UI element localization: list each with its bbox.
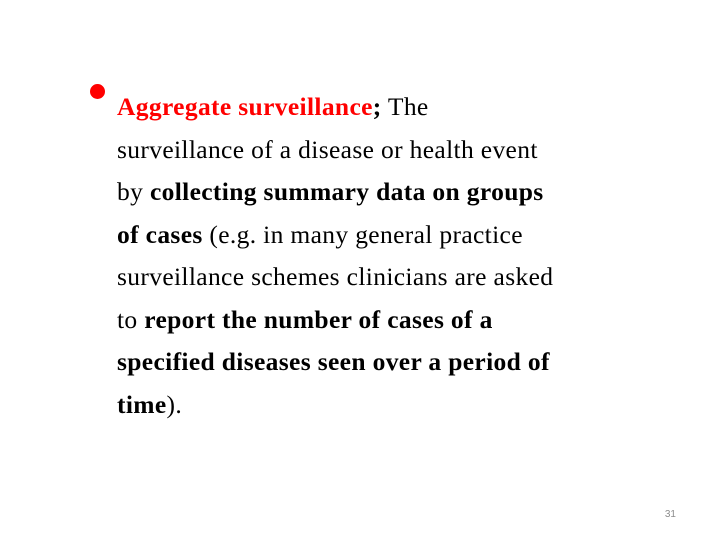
term-label: Aggregate surveillance — [117, 92, 373, 121]
text-line — [117, 384, 677, 427]
text-line — [117, 86, 677, 129]
definition-text — [117, 86, 677, 426]
page-number: 31 — [664, 509, 676, 520]
line-segment: (e.g. in many general practice — [202, 219, 523, 249]
text-line — [117, 299, 677, 342]
bullet-icon — [90, 84, 105, 99]
line-segment: surveillance schemes clinicians are asked — [117, 262, 554, 291]
text-line — [117, 256, 677, 299]
line-segment: collecting summary data on groups — [149, 177, 544, 206]
line-segment: ). — [166, 389, 183, 419]
text-line — [117, 341, 677, 384]
line-segment: surveillance of a disease or health event — [117, 134, 538, 164]
line-segment: report the number of cases of a — [144, 304, 493, 334]
text-line — [117, 214, 677, 257]
line-segment: by — [117, 177, 150, 206]
line-segment: to — [117, 304, 145, 334]
text-line — [117, 129, 677, 172]
text-line — [117, 171, 677, 214]
line-segment: time — [117, 389, 167, 419]
line-segment: specified diseases seen over a period of — [117, 347, 550, 376]
line-segment: of cases — [117, 219, 203, 249]
line-segment: The — [381, 92, 429, 121]
term-separator: ; — [372, 92, 382, 121]
